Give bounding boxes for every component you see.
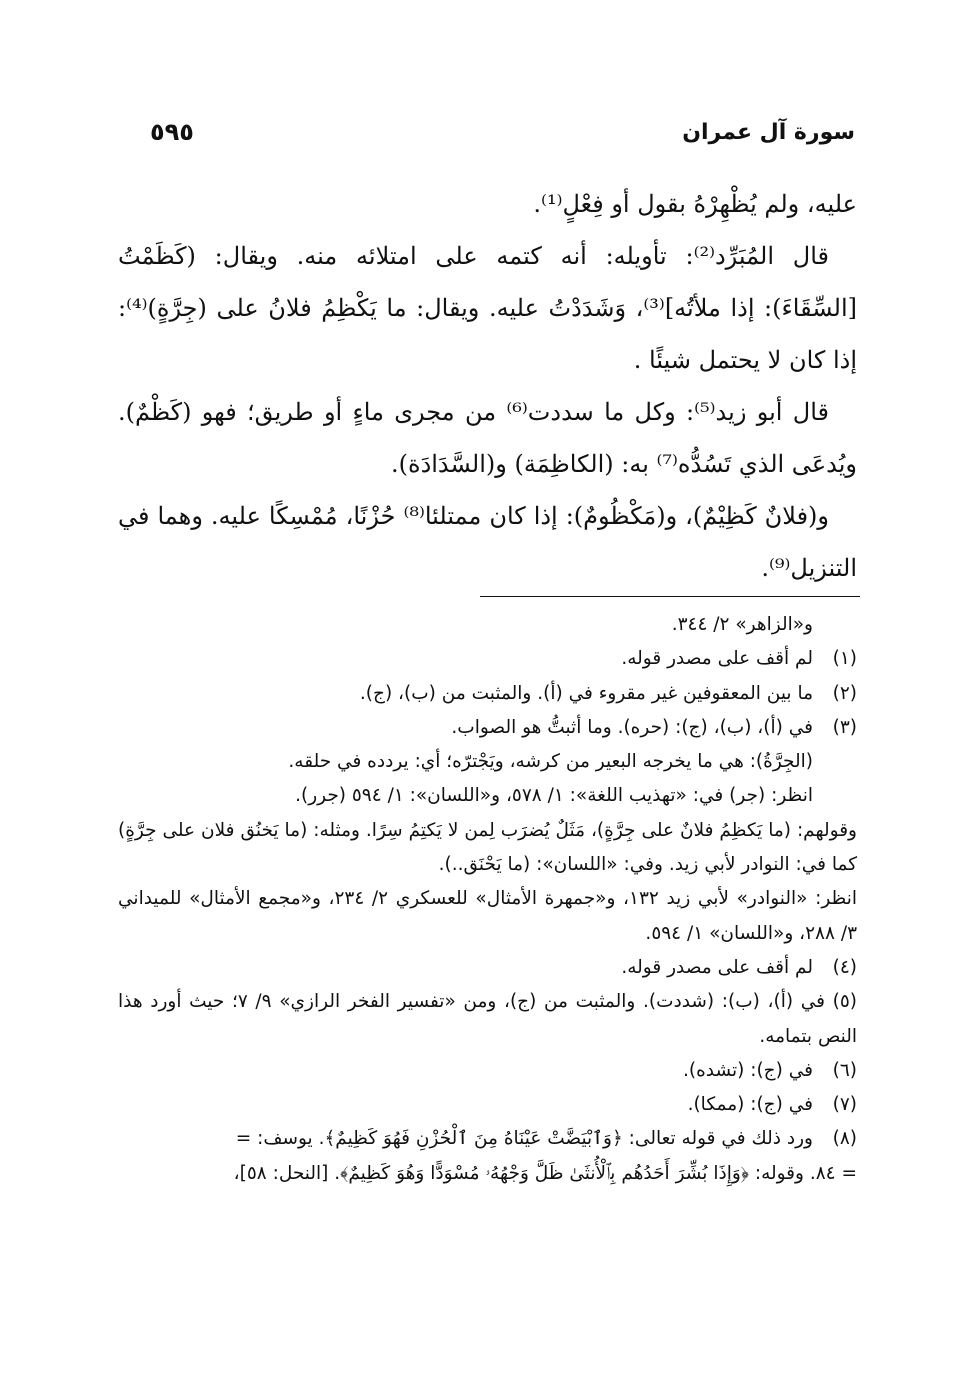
footnote-text: ما بين المعقوفين غير مقروء في (أ). والمثبت من (ب)، (ج). (359, 682, 813, 704)
footnote-3-definition: (الجِرَّةُ): هي ما يخرجه البعير من كرشه، ويَجْترّه؛ أي: يردده في حلقه. (288, 751, 813, 773)
page-number: ٥٩٥ (150, 118, 194, 146)
footnote-text: في (ج): (ممكا). (687, 1094, 813, 1116)
footnote-3-proverb: وقولهم: (ما يَكظِمُ فلانٌ على جِرَّةٍ)، مَثَلٌ يُضرَب لِمن لا يَكتِمُ سِرًا. ومثله: (ما يَخنُق فلان على جِرَّةٍ) كما في: النوادر لأبي زيد. وفي: «اللسان»: (ما يَحْنَق..). (118, 819, 857, 876)
footnote-number: (٢) (832, 682, 857, 704)
footnotes (118, 608, 857, 1191)
footnote-6 (118, 1054, 857, 1088)
footnote-number: (٧) (832, 1094, 857, 1116)
footnote-separator (480, 596, 860, 597)
footnote-3-sources: انظر: «النوادر» لأبي زيد ١٣٢، و«جمهرة الأمثال» للعسكري ٢/ ٢٣٤، و«مجمع الأمثال» للميداني ٣/ ٢٨٨، و«اللسان» ١/ ٥٩٤. (118, 888, 857, 944)
footnote-2 (118, 677, 857, 711)
running-header (150, 112, 855, 152)
footnote-number: (٤) (832, 956, 857, 978)
paragraph: قال أبو زيد⁽⁵⁾: وكل ما سددت⁽⁶⁾ من مجرى ماءٍ أو طريق؛ فهو (كَظْمٌ). ويُدعَى الذي تَسُدُّه⁽⁷⁾ به: (الكاظِمَة) و(السَّدَادَة). (118, 398, 857, 478)
footnote-text: في (ج): (تشده). (682, 1059, 813, 1081)
footnote-number: (٦) (832, 1059, 857, 1081)
footnote-number: (٨) (832, 1128, 857, 1150)
footnote-8-continuation: = ٨٤. وقوله: ﴿وَإِذَا بُشِّرَ أَحَدُهُم بِٱلْأُنثَىٰ ظَلَّ وَجْهُهُۥ مُسْوَدًّا وَهُوَ كَظِيمٌ﴾. [النحل: ٥٨]، (233, 1162, 857, 1184)
footnote-number: (٣) (832, 716, 857, 738)
footnote-text: في (أ)، (ب): (شددت). والمثبت من (ج)، ومن «تفسير الفخر الرازي» ٩/ ٧؛ حيث أورد هذا النص بتمامه. (118, 991, 857, 1047)
footnote-text: لم أقف على مصدر قوله. (621, 956, 813, 978)
surah-title: سورة آل عمران (682, 119, 855, 145)
footnote-4 (118, 951, 857, 985)
footnote-3-reference: انظر: (جر) في: «تهذيب اللغة»: ١/ ٥٧٨، و«اللسان»: ١/ ٥٩٤ (جرر). (295, 785, 813, 807)
footnote-3 (118, 711, 857, 745)
main-text (118, 178, 857, 594)
footnote-carry-over: و«الزاهر» ٢/ ٣٤٤. (671, 614, 813, 635)
footnote-7 (118, 1088, 857, 1122)
footnote-1 (118, 642, 857, 676)
footnote-number: (٥) (832, 991, 857, 1013)
footnote-number: (١) (832, 648, 857, 670)
paragraph: قال المُبَرِّد⁽²⁾: تأويله: أنه كتمه على امتلائه منه. ويقال: (كَظَمْتُ [السِّقَاءَ): إذا ملأتُه]⁽³⁾، وَشَدَدْتُ عليه. ويقال: ما يَكْظِمُ فلانُ على (جِرَّةٍ)⁽⁴⁾: إذا كان لا يحتمل شيئًا . (118, 242, 857, 374)
paragraph: عليه، ولم يُظْهِرْهُ بقول أو فِعْلٍ⁽¹⁾. (533, 190, 857, 218)
footnote-8 (118, 1122, 857, 1156)
paragraph: و(فلانٌ كَظِيْمٌ)، و(مَكْظُومٌ): إذا كان ممتلئا⁽⁸⁾ حُزْنًا، مُمْسِكًا عليه. وهما في التنزيل⁽⁹⁾. (118, 502, 857, 582)
footnote-text: لم أقف على مصدر قوله. (621, 648, 813, 670)
footnote-text: في (أ)، (ب)، (ج): (حره). وما أثبتُّ هو الصواب. (451, 716, 813, 738)
footnote-5 (118, 985, 857, 1054)
footnote-text: ورد ذلك في قوله تعالى: ﴿وَٱبْيَضَّتْ عَيْنَاهُ مِنَ ٱلْحُزْنِ فَهُوَ كَظِيمٌ﴾. يوسف: = (235, 1128, 813, 1150)
